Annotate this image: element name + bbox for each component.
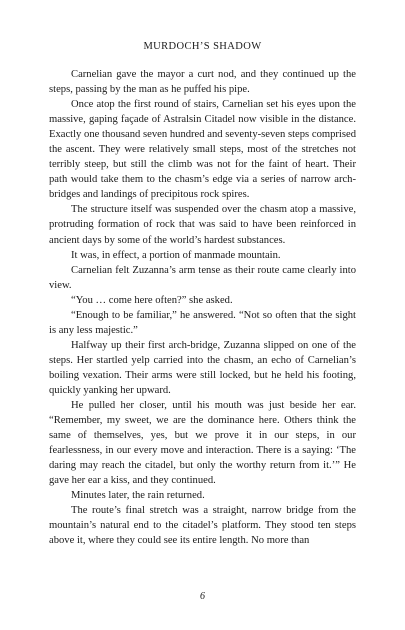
paragraph: “You … come here often?” she asked.	[71, 294, 233, 306]
paragraph: Once atop the first round of stairs, Carnelian set his eyes upon the massive, gaping façade of Astralsin Citadel now visible in the distance. Exactly one thousand seven hundred and seventy-seven steps comprised the ascent. They were relatively small steps, most of the stretches not terribly steep, but still the climb was not for the faint of heart. Their path would take them to the chasm’s edge via a series of narrow arch-bridges and landings of precipitous rock spires.	[49, 99, 356, 201]
paragraph: The route’s final stretch was a straight, narrow bridge from the mountain’s natural end to the citadel’s platform. They stood ten steps above it, where they could see its entire length. No more than	[49, 505, 356, 547]
paragraph: Carnelian gave the mayor a curt nod, and they continued up the steps, passing by the man as he puffed his pipe.	[49, 69, 356, 96]
paragraph: Halfway up their first arch-bridge, Zuzanna slipped on one of the steps. Her startled yelp carried into the chasm, an echo of Carnelian’s boiling vexation. Their arms were still locked, but he held his footing, quickly yanking her upward.	[49, 339, 356, 396]
paragraph: “Enough to be familiar,” he answered. “Not so often that the sight is any less majestic.”	[49, 309, 356, 336]
body-text	[49, 67, 356, 549]
running-header: MURDOCH’S SHADOW	[143, 41, 262, 52]
paragraph: Carnelian felt Zuzanna’s arm tense as their route came clearly into view.	[49, 264, 356, 291]
paragraph: It was, in effect, a portion of manmade mountain.	[71, 249, 281, 261]
paragraph: He pulled her closer, until his mouth was just beside her ear. “Remember, my sweet, we are the dominance here. Others think the same of themselves, yes, but we prove it in our steps, in our fearlessness, in our every move and interaction. There is a saying: ‘The daring may reach the citadel, but only the worthy return from it.’” He gave her ear a kiss, and they continued.	[49, 400, 356, 487]
paragraph: The structure itself was suspended over the chasm atop a massive, protruding formation of rock that was said to have been reinforced in ancient days by some of the world’s hardest substances.	[49, 204, 356, 246]
page-number: 6	[200, 591, 205, 602]
paragraph: Minutes later, the rain returned.	[71, 490, 205, 502]
